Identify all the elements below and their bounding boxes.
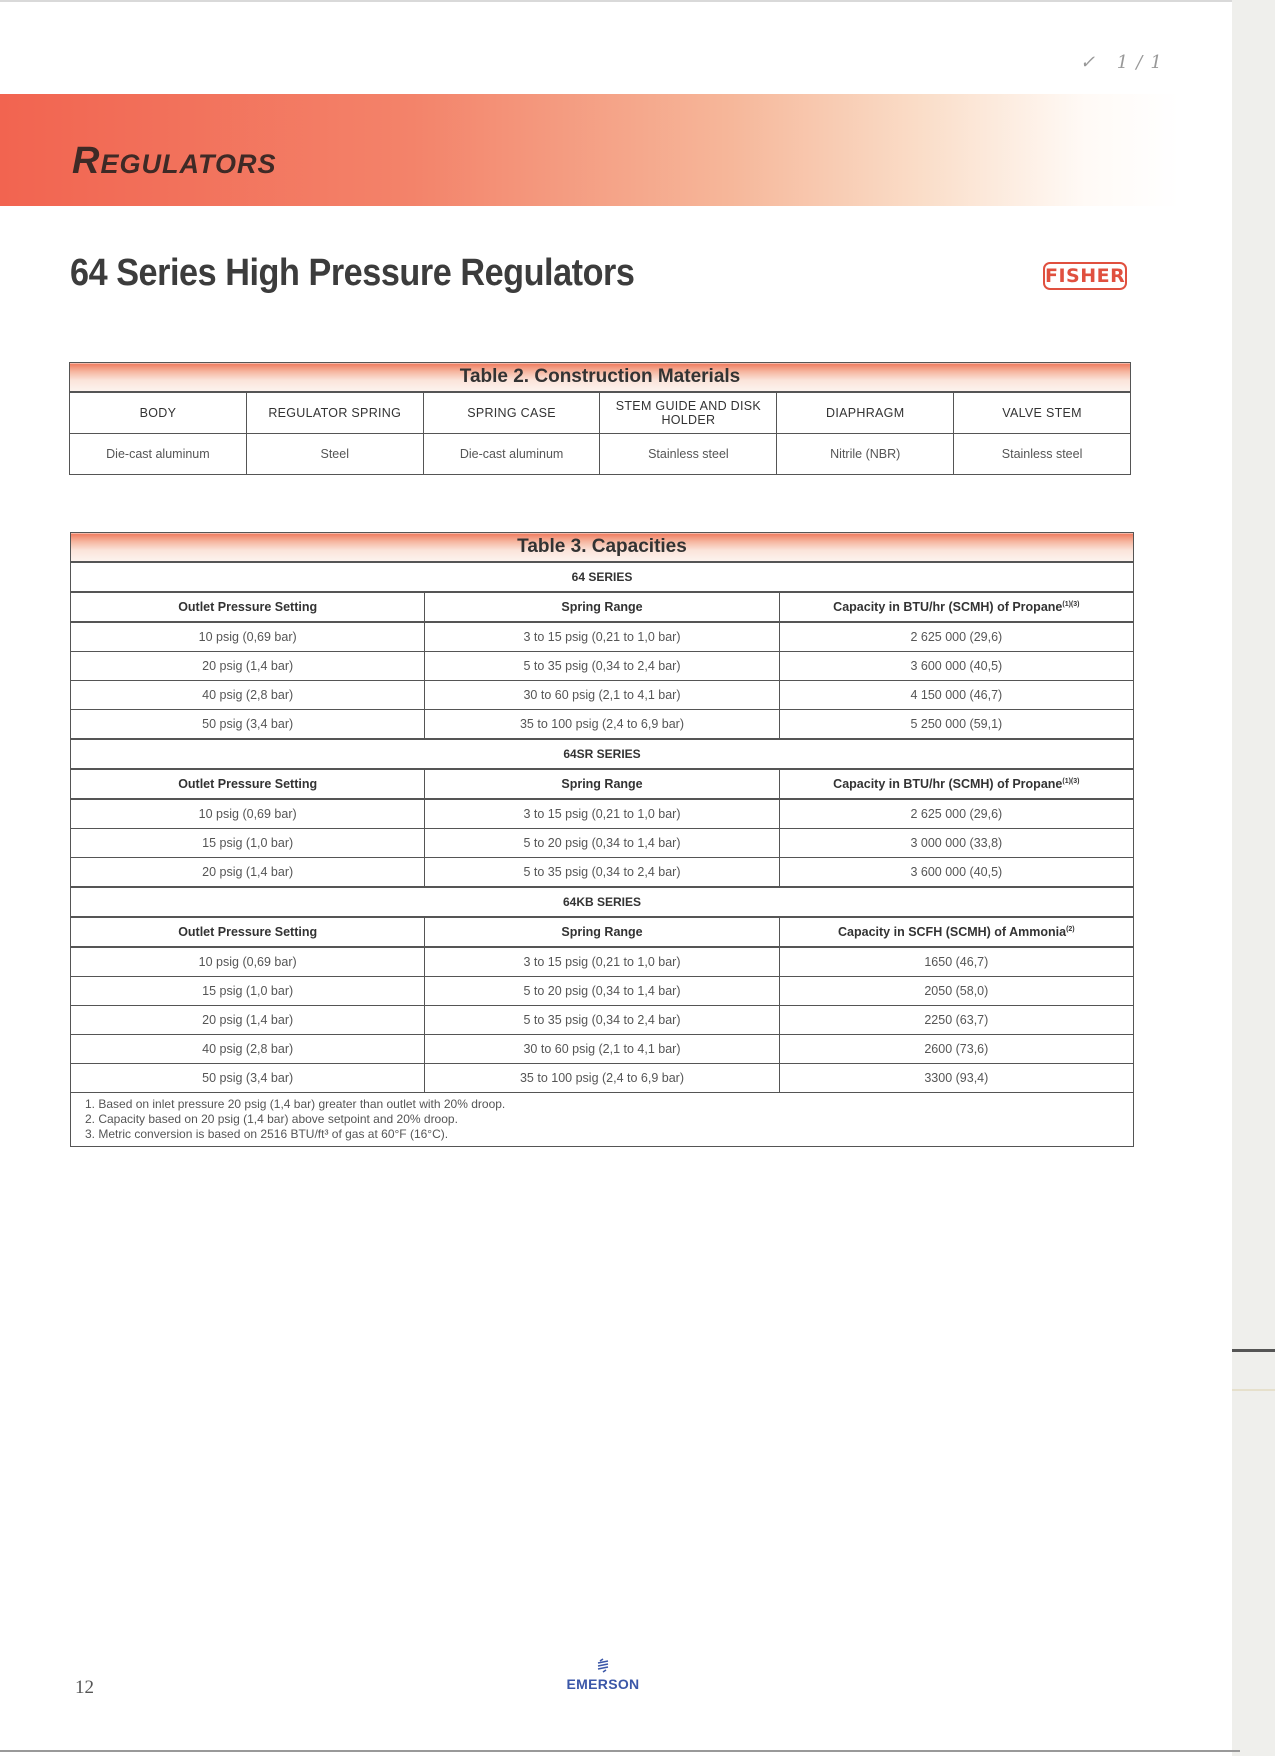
- table-row: [71, 947, 1134, 977]
- table-row: [70, 434, 1131, 475]
- section-banner: [0, 94, 1180, 206]
- table-cell: 3 to 15 psig (0,21 to 1,0 bar): [425, 947, 779, 977]
- table-caption: Table 3. Capacities: [71, 533, 1134, 563]
- table-caption: Table 2. Construction Materials: [70, 363, 1131, 393]
- table-cell: 4 150 000 (46,7): [779, 681, 1133, 710]
- table-header-row: [71, 917, 1134, 947]
- table-cell: Die-cast aluminum: [423, 434, 600, 475]
- series-heading: 64SR SERIES: [71, 739, 1134, 769]
- table-cell: 10 psig (0,69 bar): [71, 622, 425, 652]
- table-cell: 20 psig (1,4 bar): [71, 652, 425, 681]
- table-row: [71, 1035, 1134, 1064]
- edge-mark-light: [1232, 1389, 1275, 1391]
- edge-mark: [1232, 1349, 1275, 1352]
- table-row: [71, 710, 1134, 740]
- column-header: REGULATOR SPRING: [246, 392, 423, 434]
- footnote: 1. Based on inlet pressure 20 psig (1,4 bar) greater than outlet with 20% droop.: [85, 1097, 506, 1111]
- capacities-table: [70, 532, 1134, 1147]
- table-cell: 2600 (73,6): [779, 1035, 1133, 1064]
- table-cell: Nitrile (NBR): [777, 434, 954, 475]
- fisher-logo: FISHER: [1043, 262, 1127, 290]
- table-cell: Die-cast aluminum: [70, 434, 247, 475]
- table-row: [71, 858, 1134, 888]
- construction-materials-table: [69, 362, 1131, 475]
- table-cell: Stainless steel: [600, 434, 777, 475]
- table-cell: 3 600 000 (40,5): [779, 858, 1133, 888]
- footnote: 2. Capacity based on 20 psig (1,4 bar) above setpoint and 20% droop.: [85, 1112, 458, 1126]
- footnote-ref: (1)(3): [1062, 777, 1080, 785]
- column-header: [779, 769, 1133, 799]
- table-cell: 5 to 35 psig (0,34 to 2,4 bar): [425, 1006, 779, 1035]
- handwritten-marks: ✓ 1/1: [1080, 52, 1170, 73]
- emerson-wordmark: EMERSON: [566, 1676, 640, 1692]
- table-row: [71, 977, 1134, 1006]
- table-cell: 30 to 60 psig (2,1 to 4,1 bar): [425, 681, 779, 710]
- emerson-logo: [563, 1658, 643, 1692]
- column-header: BODY: [70, 392, 247, 434]
- table-header-row: [71, 769, 1134, 799]
- table-cell: Stainless steel: [954, 434, 1131, 475]
- footnotes: [71, 1093, 1134, 1147]
- table-row: [71, 622, 1134, 652]
- adjacent-page-edge: [1232, 0, 1275, 1756]
- table-cell: 3 to 15 psig (0,21 to 1,0 bar): [425, 622, 779, 652]
- table-cell: 3300 (93,4): [779, 1064, 1133, 1093]
- column-header: VALVE STEM: [954, 392, 1131, 434]
- table-cell: 30 to 60 psig (2,1 to 4,1 bar): [425, 1035, 779, 1064]
- page-number: 12: [75, 1677, 94, 1698]
- column-header: [779, 592, 1133, 622]
- table-cell: 5 to 20 psig (0,34 to 1,4 bar): [425, 829, 779, 858]
- table-cell: 1650 (46,7): [779, 947, 1133, 977]
- table-cell: 10 psig (0,69 bar): [71, 947, 425, 977]
- table-row: [71, 681, 1134, 710]
- table-cell: 35 to 100 psig (2,4 to 6,9 bar): [425, 1064, 779, 1093]
- table-cell: 40 psig (2,8 bar): [71, 681, 425, 710]
- table-cell: 5 to 35 psig (0,34 to 2,4 bar): [425, 858, 779, 888]
- column-header: Outlet Pressure Setting: [71, 769, 425, 799]
- column-header-label: Capacity in BTU/hr (SCMH) of Propane: [833, 777, 1063, 791]
- footnote-ref: (1)(3): [1062, 600, 1080, 608]
- table-row: [71, 799, 1134, 829]
- footnote: 3. Metric conversion is based on 2516 BTU/ft³ of gas at 60°F (16°C).: [85, 1127, 449, 1141]
- column-header: DIAPHRAGM: [777, 392, 954, 434]
- table-cell: 3 600 000 (40,5): [779, 652, 1133, 681]
- top-rule: [0, 0, 1275, 2]
- table-cell: 5 to 20 psig (0,34 to 1,4 bar): [425, 977, 779, 1006]
- table-cell: 50 psig (3,4 bar): [71, 710, 425, 740]
- table-row: [71, 1064, 1134, 1093]
- table-cell: 20 psig (1,4 bar): [71, 1006, 425, 1035]
- table-cell: 40 psig (2,8 bar): [71, 1035, 425, 1064]
- column-header: STEM GUIDE AND DISK HOLDER: [600, 392, 777, 434]
- section-title: Regulators: [72, 140, 277, 182]
- column-header: [779, 917, 1133, 947]
- table-cell: 15 psig (1,0 bar): [71, 829, 425, 858]
- table-cell: Steel: [246, 434, 423, 475]
- column-header-label: Capacity in SCFH (SCMH) of Ammonia: [838, 925, 1067, 939]
- table-cell: 3 to 15 psig (0,21 to 1,0 bar): [425, 799, 779, 829]
- column-header: Spring Range: [425, 917, 779, 947]
- column-header: SPRING CASE: [423, 392, 600, 434]
- emerson-mark-icon: [595, 1658, 611, 1674]
- series-heading: 64KB SERIES: [71, 887, 1134, 917]
- table-cell: 2 625 000 (29,6): [779, 622, 1133, 652]
- column-header: Spring Range: [425, 592, 779, 622]
- table-cell: 5 to 35 psig (0,34 to 2,4 bar): [425, 652, 779, 681]
- table-row: [71, 829, 1134, 858]
- series-heading: 64 SERIES: [71, 562, 1134, 592]
- column-header: Outlet Pressure Setting: [71, 592, 425, 622]
- table-row: [71, 652, 1134, 681]
- page-title: 64 Series High Pressure Regulators: [70, 252, 635, 294]
- table-header-row: [71, 592, 1134, 622]
- column-header-label: Capacity in BTU/hr (SCMH) of Propane: [833, 600, 1063, 614]
- table-cell: 2050 (58,0): [779, 977, 1133, 1006]
- table-row: [71, 1006, 1134, 1035]
- bottom-rule: [0, 1750, 1240, 1752]
- table-cell: 20 psig (1,4 bar): [71, 858, 425, 888]
- table-cell: 5 250 000 (59,1): [779, 710, 1133, 740]
- table-header-row: [70, 392, 1131, 434]
- table-cell: 10 psig (0,69 bar): [71, 799, 425, 829]
- table-cell: 50 psig (3,4 bar): [71, 1064, 425, 1093]
- column-header: Spring Range: [425, 769, 779, 799]
- footnote-ref: (2): [1066, 925, 1075, 933]
- table-cell: 15 psig (1,0 bar): [71, 977, 425, 1006]
- column-header: Outlet Pressure Setting: [71, 917, 425, 947]
- table-cell: 2 625 000 (29,6): [779, 799, 1133, 829]
- table-cell: 2250 (63,7): [779, 1006, 1133, 1035]
- footnotes-row: [71, 1093, 1134, 1147]
- table-cell: 3 000 000 (33,8): [779, 829, 1133, 858]
- table-cell: 35 to 100 psig (2,4 to 6,9 bar): [425, 710, 779, 740]
